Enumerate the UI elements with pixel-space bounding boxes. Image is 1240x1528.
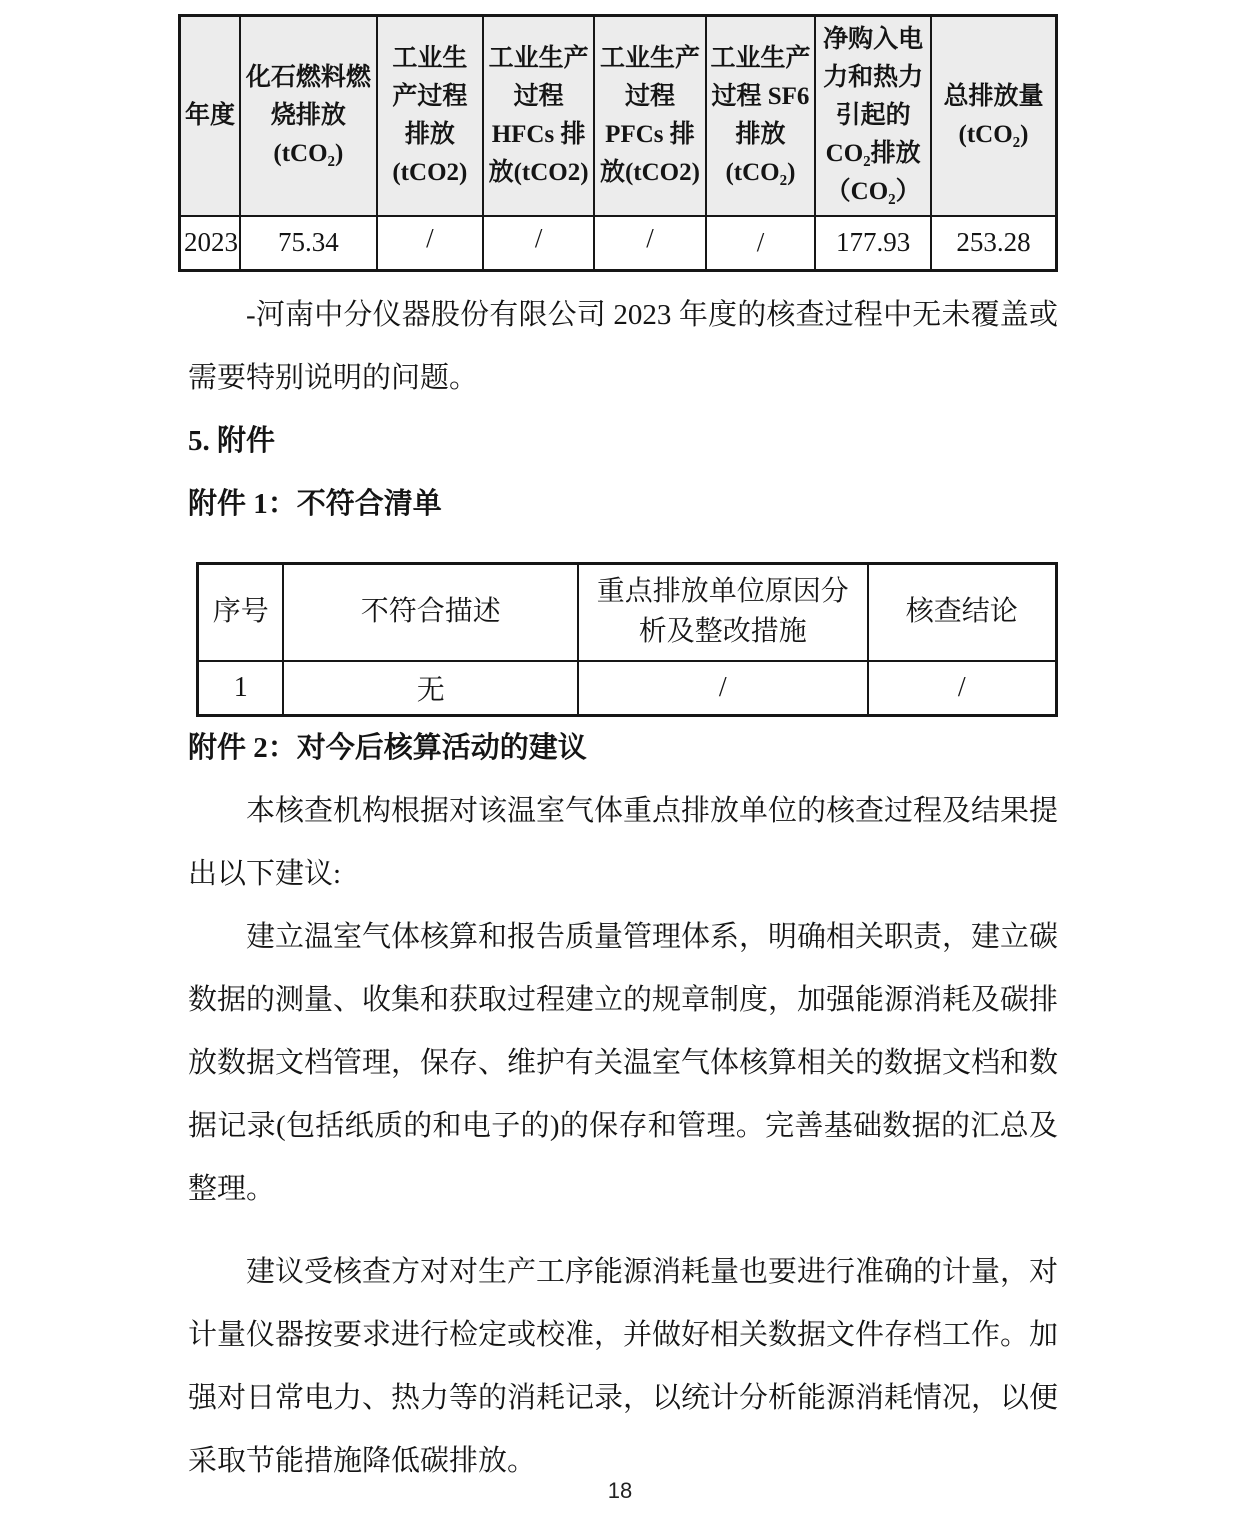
emissions-header-total: 总排放量 (tCO₂) [931, 16, 1056, 217]
emissions-cell-process: / [377, 216, 483, 270]
nonconformity-cell-conclusion: / [868, 661, 1057, 715]
nonconformity-header-description: 不符合描述 [283, 563, 578, 661]
emissions-header-pfcs: 工业生产过程 PFCs 排放(tCO2) [594, 16, 705, 217]
nonconformity-data-row [198, 661, 1057, 715]
emissions-header-hfcs: 工业生产过程 HFCs 排放(tCO2) [483, 16, 594, 217]
paragraph-recommend-intro: 本核查机构根据对该温室气体重点排放单位的核查过程及结果提出以下建议: [188, 794, 1059, 890]
paragraph-coverage-note: -河南中分仪器股份有限公司 2023 年度的核查过程中无未覆盖或需要特别说明的问题。 [188, 298, 1058, 394]
emissions-header-purchased-power: 净购入电力和热力引起的 CO₂排放（CO₂） [815, 16, 931, 217]
emissions-header-fossil-fuel: 化石燃料燃烧排放(tCO₂) [240, 16, 377, 217]
emissions-table-header-row [180, 16, 1057, 217]
heading-attachment-2: 附件 2：对今后核算活动的建议 [188, 731, 587, 764]
emissions-cell-hfcs: / [483, 216, 594, 270]
nonconformity-header-cause-analysis: 重点排放单位原因分析及整改措施 [578, 563, 867, 661]
emissions-cell-pfcs: / [594, 216, 705, 270]
nonconformity-cell-cause-analysis: / [578, 661, 867, 715]
nonconformity-header-conclusion: 核查结论 [868, 563, 1057, 661]
heading-attachments: 5. 附件 [188, 424, 276, 457]
heading-attachment-1: 附件 1：不符合清单 [188, 487, 442, 520]
nonconformity-header-no: 序号 [198, 563, 284, 661]
page-number: 18 [607, 1478, 633, 1503]
nonconformity-cell-no: 1 [198, 661, 284, 715]
nonconformity-table [196, 562, 1058, 717]
emissions-cell-total: 253.28 [931, 216, 1056, 270]
emissions-header-process: 工业生产过程排放 (tCO2) [377, 16, 483, 217]
emissions-cell-sf6: / [706, 216, 816, 270]
nonconformity-cell-description: 无 [283, 661, 578, 715]
emissions-cell-purchased-power: 177.93 [815, 216, 931, 270]
emissions-header-year: 年度 [180, 16, 241, 217]
emissions-summary-table [178, 14, 1058, 272]
emissions-cell-year: 2023 [180, 216, 241, 270]
emissions-table-data-row [180, 216, 1057, 270]
nonconformity-header-row [198, 563, 1057, 661]
emissions-cell-fossil-fuel: 75.34 [240, 216, 377, 270]
paragraph-recommend-2: 建议受核查方对对生产工序能源消耗量也要进行准确的计量，对计量仪器按要求进行检定或校准，并做好相关数据文件存档工作。加强对日常电力、热力等的消耗记录，以统计分析能源消耗情况，以便采取节能措施降低碳排放。 [188, 1255, 1059, 1477]
paragraph-recommend-1: 建立温室气体核算和报告质量管理体系，明确相关职责，建立碳数据的测量、收集和获取过程建立的规章制度，加强能源消耗及碳排放数据文档管理，保存、维护有关温室气体核算相关的数据文档和数据记录(包括纸质的和电子的)的保存和管理。完善基础数据的汇总及整理。 [188, 920, 1059, 1205]
emissions-header-sf6: 工业生产过程 SF6 排放(tCO₂) [706, 16, 816, 217]
